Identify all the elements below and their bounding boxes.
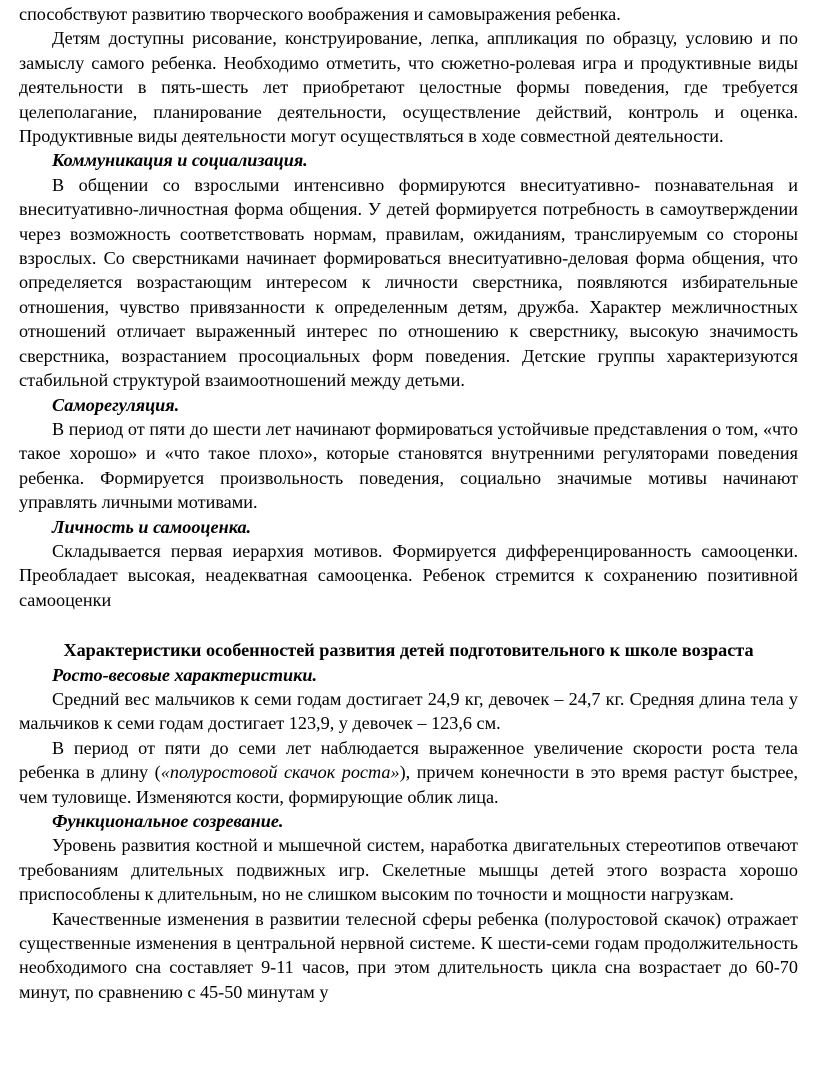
- growth-spurt-text-before: В период от пяти до семи лет наблюдается выраженное увеличение скорости роста тела ребенка в длину (: [19, 737, 798, 783]
- paragraph-functional-maturation: Уровень развития костной и мышечной систем, наработка двигательных стереотипов отвечают требованиям длительных подвижных игр. Скелетные мышцы детей этого возраста хорошо приспособлены к длительным, но не слишком высоким по точности и мощности нагрузкам.: [19, 835, 798, 905]
- paragraph-nervous-system: Качественные изменения в развитии телесной сферы ребенка (полуростовой скачок) отражает существенные изменения в центральной нервной системе. К шести-семи годам продолжительность необходимого сна составляет 9-11 часов, при этом длительность цикла сна возрастает до 60-70 минут, по сравнению с 45-50 минутам у: [19, 908, 798, 1002]
- growth-spurt-term: «полуростовой скачок роста»: [160, 762, 400, 783]
- section-gap: [19, 612, 798, 638]
- paragraph-communication: В общении со взрослыми интенсивно формируются внеситуативно- познавательная и внеситуативно-личностная форма общения. У детей формируется потребность в самоутверждении через возможность соответствовать нормам, правилам, ожиданиям, транслируемым со стороны взрослых. Со сверстниками начинает формироваться внеситуативно-деловая форма общения, что определяется возрастающим интересом к личности сверстника, появляются избирательные отношения, чувство привязанности к определенным детям, дружба. Характер межличностных отношений отличает выраженный интерес по отношению к сверстнику, высокую значимость сверстника, возрастанием просоциальных форм поведения. Детские группы характеризуются стабильной структурой взаимоотношений между детьми.: [19, 174, 798, 391]
- paragraph-growth-weight: Средний вес мальчиков к семи годам достигает 24,9 кг, девочек – 24,7 кг. Средняя длина тела у мальчиков к семи годам достигает 123,9, у девочек – 123,6 см.: [19, 688, 798, 734]
- paragraph-growth-spurt: [19, 736, 798, 809]
- growth-spurt-text-after: ), причем конечности в это время растут быстрее, чем туловище. Изменяются кости, формирующие облик лица.: [19, 762, 799, 807]
- heading-functional-maturation: Функциональное созревание.: [52, 811, 284, 831]
- heading-communication: Коммуникация и социализация.: [52, 150, 308, 171]
- section-title: Характеристики особенностей развития детей подготовительного к школе возраста: [63, 640, 754, 661]
- paragraph-productive-activities: Детям доступны рисование, конструирование, лепка, аппликация по образцу, условию и по замыслу самого ребенка. Необходимо отметить, что сюжетно-ролевая игра и продуктивные виды деятельности в пять-шесть лет приобретают целостные формы поведения, где требуется целеполагание, планирование деятельности, осуществление действий, контроль и оценка. Продуктивные виды деятельности могут осуществляться в ходе совместной деятельности.: [19, 28, 798, 147]
- paragraph-personality: Складывается первая иерархия мотивов. Формируется дифференцированность самооценки. Преобладает высокая, неадекватная самооценка. Ребенок стремится к сохранению позитивной самооценки: [19, 540, 798, 610]
- paragraph-continuation: способствуют развитию творческого воображения и самовыражения ребенка.: [19, 4, 621, 24]
- heading-self-regulation: Саморегуляция.: [52, 394, 180, 415]
- heading-growth-weight: Росто-весовые характеристики.: [52, 664, 318, 685]
- heading-personality: Личность и самооценка.: [52, 516, 252, 537]
- paragraph-self-regulation: В период от пяти до шести лет начинают формироваться устойчивые представления о том, «что такое хорошо» и «что такое плохо», которые становятся внутренними регуляторами поведения ребенка. Формируется произвольность поведения, социально значимые мотивы начинают управлять личными мотивами.: [19, 418, 798, 513]
